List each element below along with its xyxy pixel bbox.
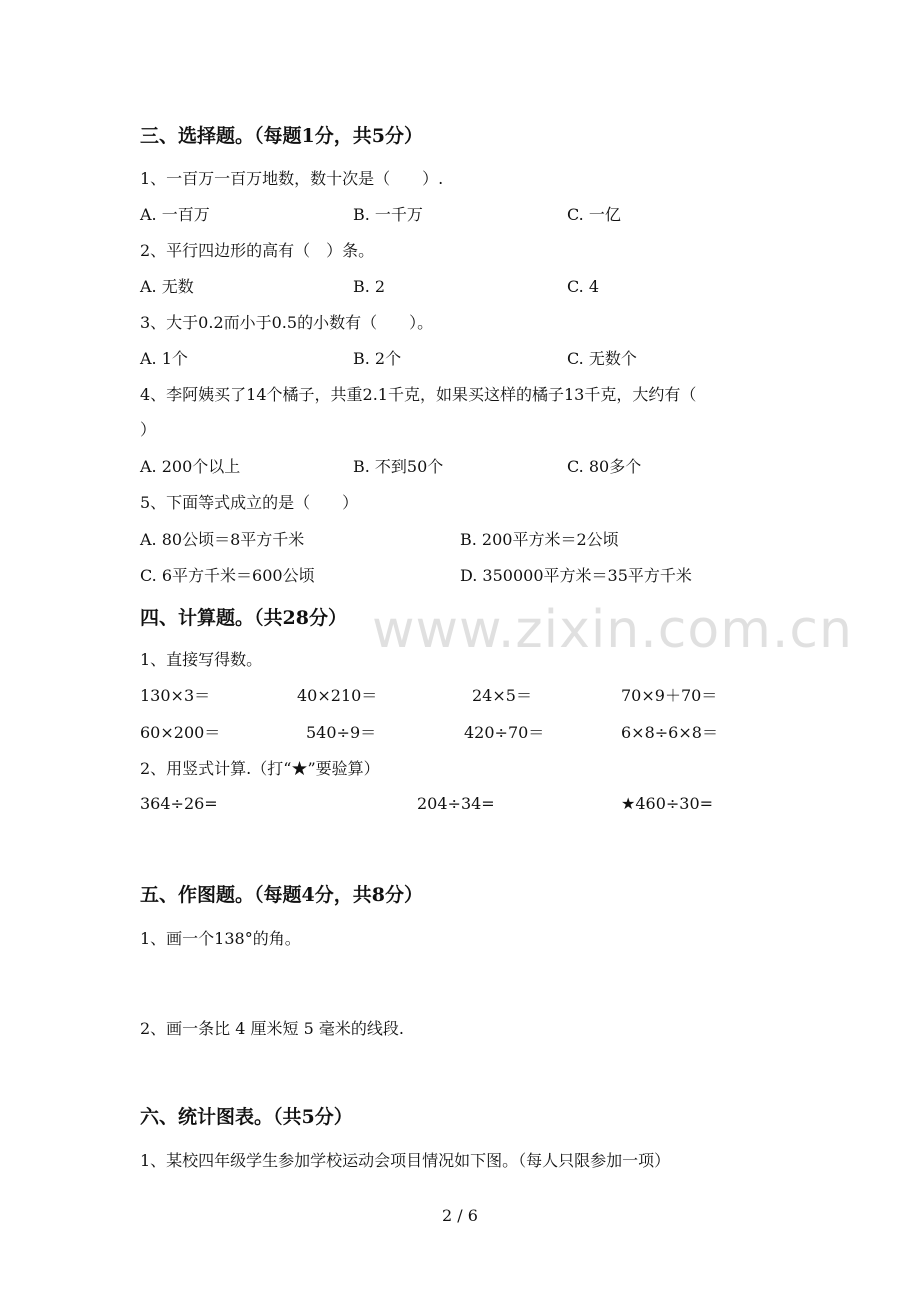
- section-6-title: 六、统计图表。（共5分）: [140, 1106, 353, 1128]
- option-b: B. 不到50个: [353, 457, 444, 476]
- option-b: B. 200平方米＝2公顷: [460, 530, 619, 549]
- option-a: A. 80公顷＝8平方千米: [140, 530, 305, 549]
- calc-item: 24×5＝: [472, 686, 532, 705]
- option-b: B. 2个: [353, 349, 402, 368]
- question-3-2: 2、平行四边形的高有（ ）条。: [140, 241, 375, 260]
- section-4-title: 四、计算题。（共28分）: [140, 607, 347, 629]
- option-c: C. 无数个: [567, 349, 637, 368]
- calc-item: 6×8÷6×8＝: [621, 723, 718, 742]
- division-item: 364÷26=: [140, 794, 218, 813]
- calc-item: 130×3＝: [140, 686, 211, 705]
- option-c: C. 一亿: [567, 205, 621, 224]
- division-item: ★460÷30=: [621, 794, 714, 813]
- question-3-1: 1、一百万一百万地数，数十次是（ ）.: [140, 169, 444, 188]
- option-c: C. 6平方千米＝600公顷: [140, 566, 315, 585]
- option-a: A. 无数: [140, 277, 194, 296]
- option-a: A. 200个以上: [140, 457, 241, 476]
- watermark: www.zixin.com.cn: [372, 600, 853, 660]
- question-5-2: 2、画一条比 4 厘米短 5 毫米的线段.: [140, 1019, 404, 1038]
- option-a: A. 一百万: [140, 205, 210, 224]
- question-3-3: 3、大于0.2而小于0.5的小数有（ ）。: [140, 313, 434, 332]
- question-5-1: 1、画一个138°的角。: [140, 929, 301, 948]
- calc-item: 60×200＝: [140, 723, 221, 742]
- option-d: D. 350000平方米＝35平方千米: [460, 566, 692, 585]
- calc-item: 540÷9＝: [306, 723, 377, 742]
- calc-item: 420÷70＝: [464, 723, 545, 742]
- question-3-4: 4、李阿姨买了14个橘子，共重2.1千克，如果买这样的橘子13千克，大约有（: [140, 385, 697, 404]
- calc-item: 70×9＋70＝: [621, 686, 718, 705]
- option-b: B. 一千万: [353, 205, 423, 224]
- question-6-1: 1、某校四年级学生参加学校运动会项目情况如下图。（每人只限参加一项）: [140, 1151, 671, 1170]
- problem-4-2: 2、用竖式计算.（打“★”要验算）: [140, 759, 380, 778]
- question-3-4-continued: ）: [140, 420, 157, 439]
- page-number: 2 / 6: [442, 1206, 478, 1225]
- problem-4-1: 1、直接写得数。: [140, 650, 263, 669]
- option-a: A. 1个: [140, 349, 188, 368]
- calc-item: 40×210＝: [297, 686, 378, 705]
- option-b: B. 2: [353, 277, 386, 296]
- option-c: C. 4: [567, 277, 600, 296]
- section-5-title: 五、作图题。（每题4分，共8分）: [140, 884, 423, 906]
- division-item: 204÷34=: [417, 794, 495, 813]
- section-3-title: 三、选择题。（每题1分，共5分）: [140, 125, 423, 147]
- option-c: C. 80多个: [567, 457, 642, 476]
- question-3-5: 5、下面等式成立的是（ ）: [140, 493, 359, 512]
